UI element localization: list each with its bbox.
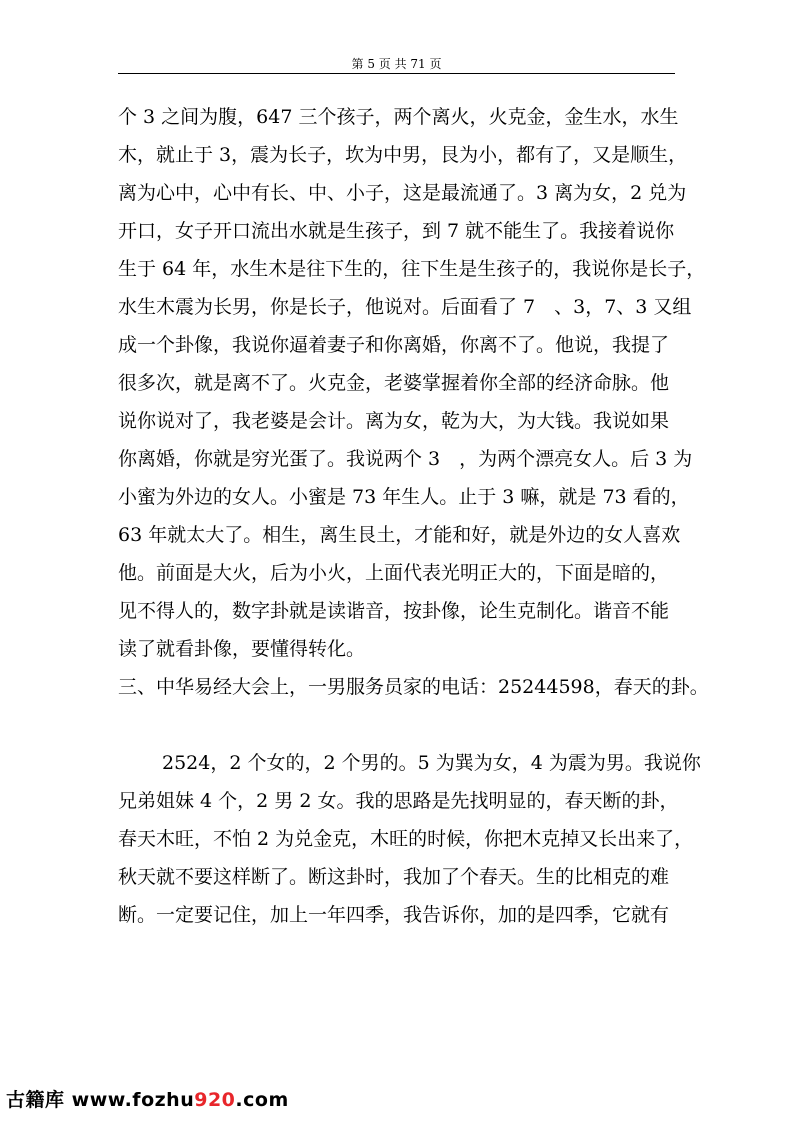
text-line: 生于 64 年，水生木是往下生的，往下生是生孩子的，我说你是长子， <box>118 258 706 280</box>
text-line: 秋天就不要这样断了。断这卦时，我加了个春天。生的比相克的难 <box>118 866 670 888</box>
text-line: 63 年就太大了。相生，离生艮土，才能和好，就是外边的女人喜欢 <box>118 524 681 546</box>
text-line: 木，就止于 3，震为长子，坎为中男，艮为小，都有了，又是顺生， <box>118 144 688 166</box>
paragraph-1 <box>118 98 706 668</box>
text-line: 开口，女子开口流出水就是生孩子，到 7 就不能生了。我接着说你 <box>118 220 675 242</box>
text-line: 成一个卦像，我说你逼着妻子和你离婚，你离不了。他说，我提了 <box>118 334 670 356</box>
header-divider <box>118 73 675 74</box>
paragraph-spacer <box>118 706 698 744</box>
text-line-indented: 2524，2 个女的，2 个男的。5 为巽为女，4 为震为男。我说你 <box>162 752 701 774</box>
section-heading: 三、中华易经大会上，一男服务员家的电话：25244598，春天的卦。 <box>118 676 709 698</box>
text-line: 春天木旺，不怕 2 为兑金克，木旺的时候，你把木克掉又长出来了， <box>118 828 694 850</box>
text-line: 他。前面是大火，后为小火，上面代表光明正大的，下面是暗的， <box>118 562 670 584</box>
text-line: 兄弟姐妹 4 个，2 男 2 女。我的思路是先找明显的，春天断的卦， <box>118 790 679 812</box>
watermark-site-name: 古籍库 <box>6 1089 65 1111</box>
site-watermark <box>6 1088 289 1112</box>
page-number-header: 第 5 页 共 71 页 <box>351 57 442 71</box>
text-line: 个 3 之间为腹，647 三个孩子，两个离火，火克金，金生水，水生 <box>118 106 679 128</box>
document-body <box>118 98 709 934</box>
text-line: 见不得人的，数字卦就是读谐音，按卦像，论生克制化。谐音不能 <box>118 600 670 622</box>
text-line: 水生木震为长男，你是长子，他说对。后面看了 7 、3，7、3 又组 <box>118 296 692 318</box>
text-line: 你离婚，你就是穷光蛋了。我说两个 3 ，为两个漂亮女人。后 3 为 <box>118 448 693 470</box>
text-line: 断。一定要记住，加上一年四季，我告诉你，加的是四季，它就有 <box>118 904 670 926</box>
text-line: 读了就看卦像，要懂得转化。 <box>118 638 366 660</box>
text-line: 离为心中，心中有长、中、小子，这是最流通了。3 离为女，2 兑为 <box>118 182 687 204</box>
text-line: 小蜜为外边的女人。小蜜是 73 年生人。止于 3 嘛，就是 73 看的， <box>118 486 690 508</box>
text-line: 很多次，就是离不了。火克金，老婆掌握着你全部的经济命脉。他 <box>118 372 670 394</box>
watermark-url-prefix: www.fozhu <box>71 1089 195 1111</box>
paragraph-2 <box>118 744 701 934</box>
watermark-url-number: 920 <box>194 1089 236 1111</box>
watermark-url-suffix: .com <box>235 1089 289 1111</box>
text-line: 说你说对了，我老婆是会计。离为女，乾为大，为大钱。我说如果 <box>118 410 670 432</box>
